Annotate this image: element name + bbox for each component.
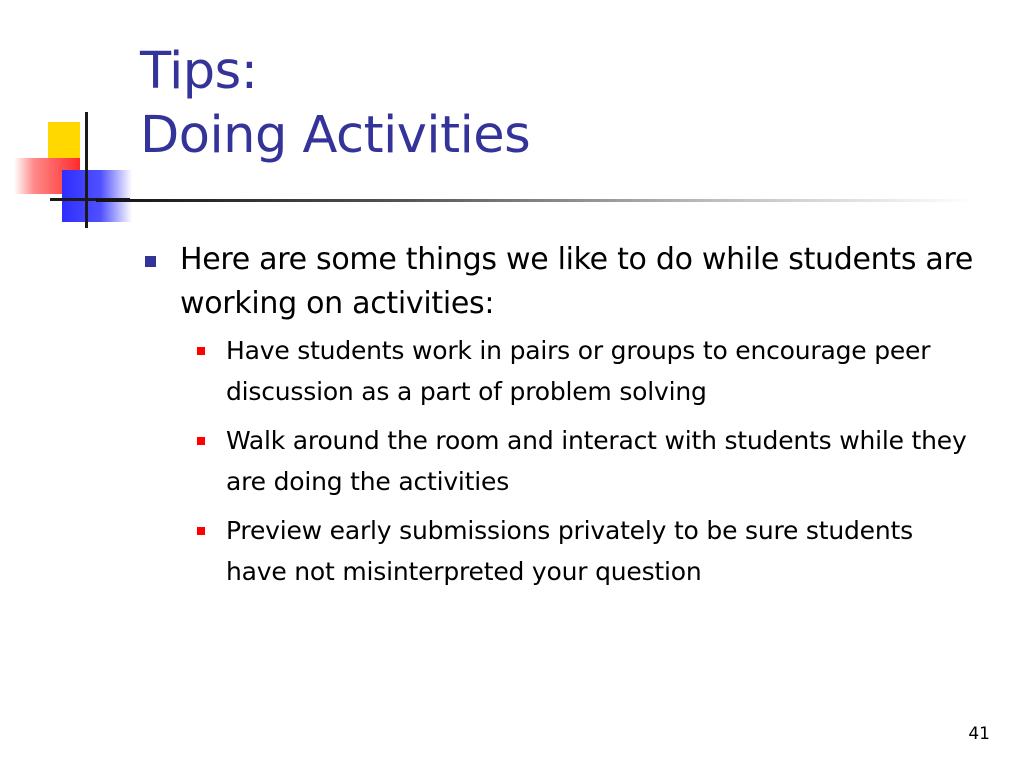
sub-bullet — [140, 510, 980, 592]
sub-bullet-text: Walk around the room and interact with students while they are doing the activities — [226, 426, 967, 496]
sub-bullet-list — [140, 330, 980, 592]
sub-bullet-text: Preview early submissions privately to be sure students have not misinterpreted your question — [226, 516, 913, 586]
sub-bullet — [140, 420, 980, 502]
corner-squares-logo — [0, 0, 140, 240]
page-number: 41 — [968, 724, 990, 744]
slide-title — [140, 40, 530, 168]
red-square-bullet-icon — [197, 527, 205, 535]
vertical-line — [85, 112, 88, 228]
main-bullet — [140, 238, 980, 326]
slide-body — [140, 238, 980, 600]
title-line-1: Tips: — [140, 42, 258, 101]
sub-bullet — [140, 330, 980, 412]
main-bullet-text: Here are some things we like to do while students are working on activities: — [180, 242, 974, 321]
red-square-bullet-icon — [197, 437, 205, 445]
square-bullet-icon — [145, 256, 156, 267]
red-square-bullet-icon — [197, 347, 205, 355]
sub-bullet-text: Have students work in pairs or groups to encourage peer discussion as a part of problem solving — [226, 336, 931, 406]
title-underline — [96, 199, 976, 202]
title-line-2: Doing Activities — [140, 106, 531, 165]
blue-square — [62, 170, 132, 222]
